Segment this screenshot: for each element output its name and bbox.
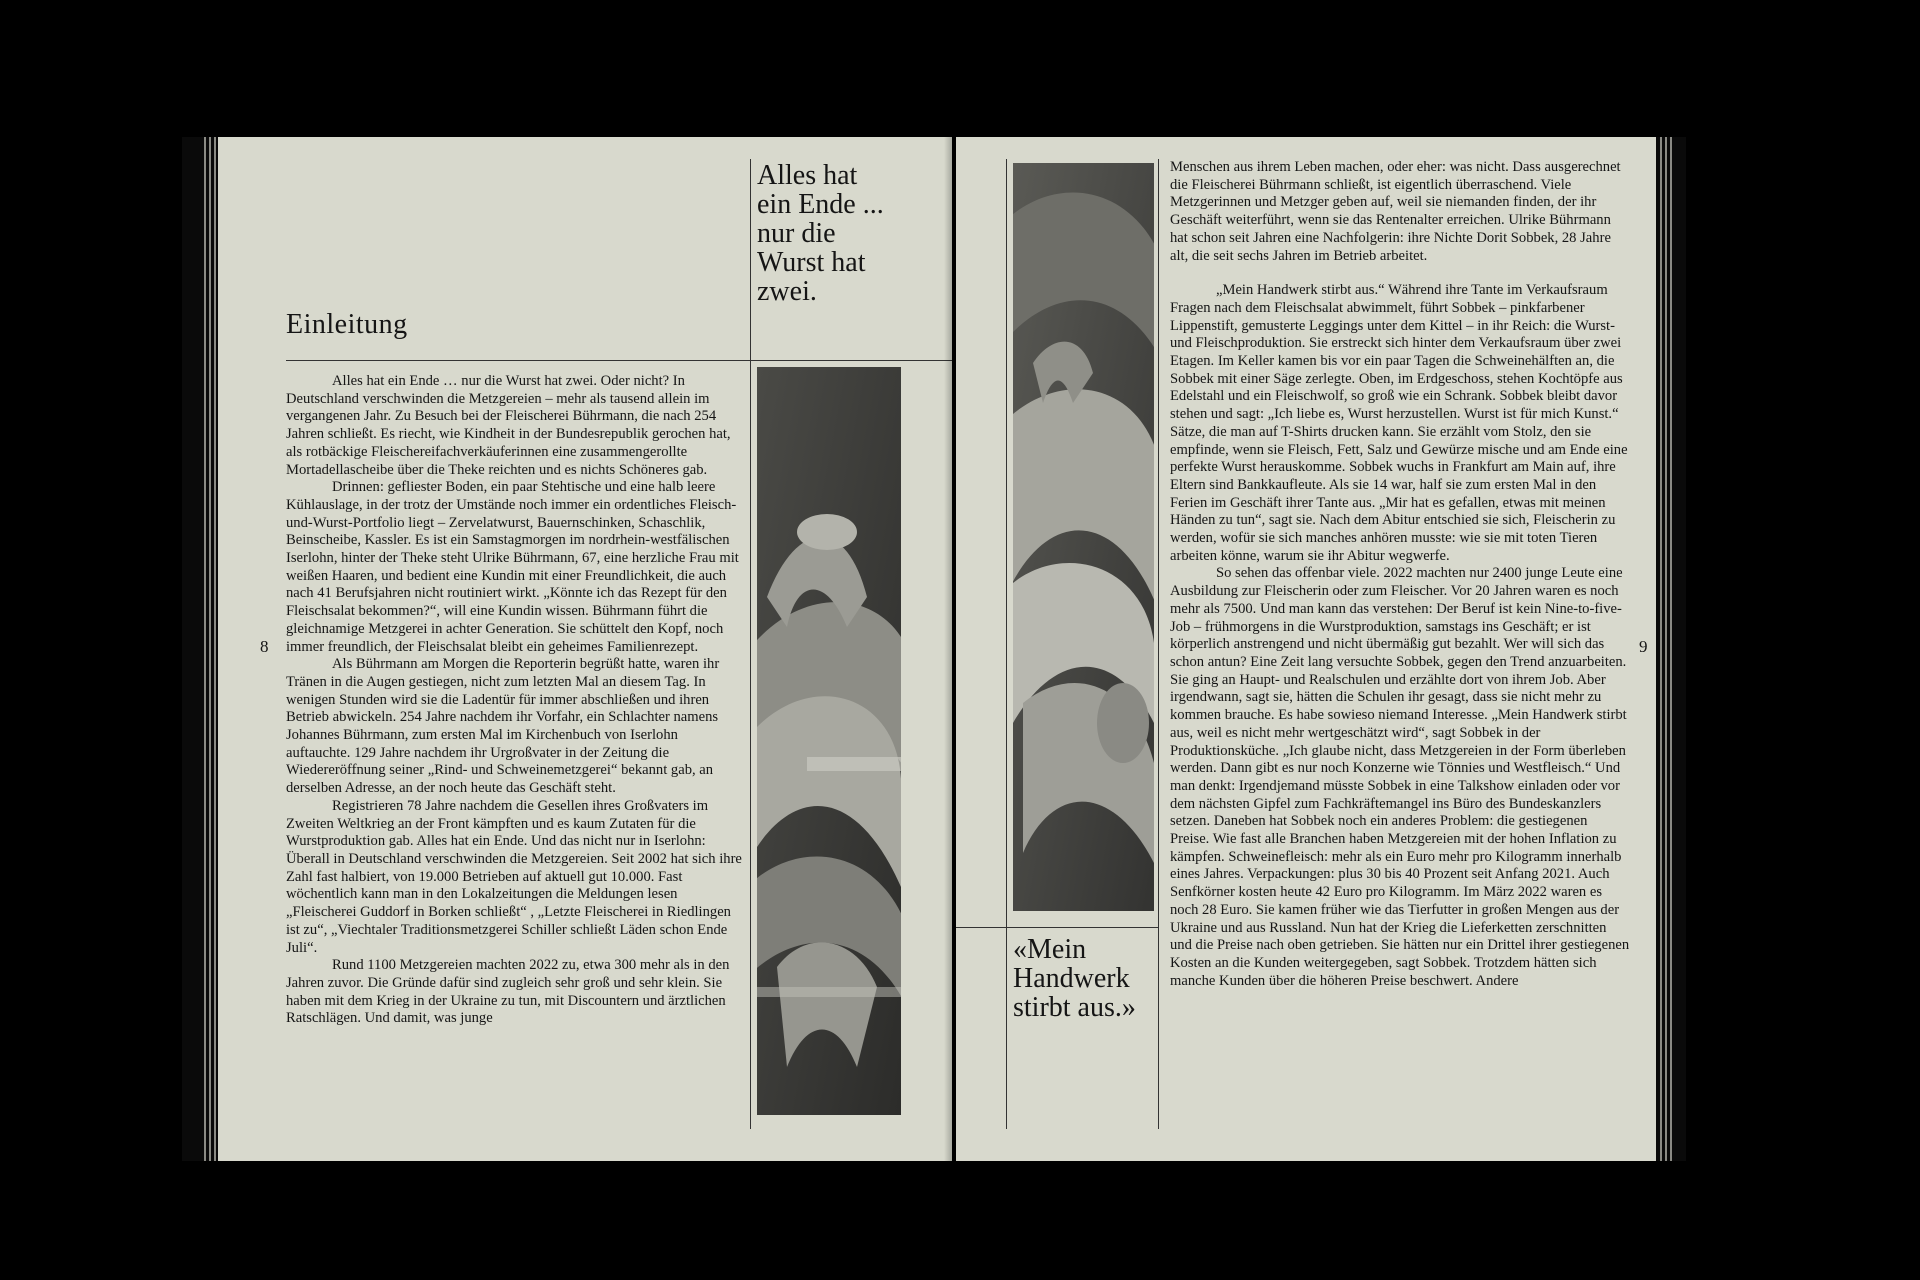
pull-quote-line: stirbt aus.»	[1013, 992, 1136, 1023]
paragraph: Drinnen: gefliester Boden, ein paar Stehtische und eine halb leere Kühlauslage, in der trotz der Umstände noch immer ein ordentliches Fleisch-und-Wurst-Portfolio liegt – Zervelatwurst, Bauernschinken, Schaschlik, Beinscheibe, Kassler. Es ist ein Samstagmorgen im nordrhein-westfälischen Iserlohn, hinter der Theke steht Ulrike Bührmann, 67, eine herzliche Frau mit weißen Haaren, und bedient eine Kundin mit einer Freundlichkeit, die auch nach 41 Berufsjahren nicht routiniert wirkt. „Könnte ich das Rezept für den Fleischsalat bekommen?“, will eine Kundin wissen. Bührmann führt die gleichnamige Metzgerei in achter Generation. Sie schüttelt den Kopf, noch immer freundlich, der Fleischsalat bleibt ein geheimes Familienrezept.	[286, 479, 739, 655]
page-number-left: 8	[260, 637, 269, 656]
left-page	[218, 137, 952, 1161]
pull-quote-top	[757, 161, 884, 306]
quote-rule	[956, 927, 1158, 928]
paragraph: So sehen das offenbar viele. 2022 machten nur 2400 junge Leute eine Ausbildung zur Fleischerin oder zum Fleischer. Vor 20 Jahren waren es noch mehr als 7500. Und man kann das verstehen: Der Beruf ist kein Nine-to-five-Job – frühmorgens in die Wurstproduktion, samstags ins Geschäft; er ist körperlich anstrengend und nicht übermäßig gut bezahlt. Wer will sich das schon antun? Eine Zeit lang versuchte Sobbek, gegen den Trend anzuarbeiten. Sie ging an Haupt- und Realschulen und erzählte dort von ihrem Job. Aber irgendwann, sagt sie, hätten die Schulen ihr gesagt, dass sie nicht mehr zu kommen brauche. Es habe sowieso niemand Interesse. „Mein Handwerk stirbt aus, weil es nicht mehr wertgeschätzt wird“, sagt Sobbek in der Produktionsküche. „Ich glaube nicht, dass Metzgereien in der Form überleben werden. Dann gibt es nur noch Konzerne wie Tönnies und Westfleisch.“ Und man denkt: Irgendjemand müsste Sobbek in eine Talkshow einladen oder vor dem nächsten Gipfel zum Fachkräftemangel ins Büro des Bundeskanzlers setzen. Daneben hat Sobbek noch ein anderes Problem: die gestiegenen Preise. Wie fast alle Branchen haben Metzgereien mit der hohen Inflation zu kämpfen. Schweinefleisch: mehr als ein Euro mehr pro Kilogramm innerhalb eines Jahres. Verpackungen: plus 30 bis 40 Prozent seit Anfang 2021. Auch Senfkörner kosten heute 42 Euro pro Kilogramm. Im März 2022 waren es noch 28 Euro. Sie kamen früher wie das Tierfutter in großen Mengen aus der Ukraine und aus Russland. Nun hat der Krieg die Lieferketten zerschnitten und die Preise nach oben getrieben. Sie hätten nur ein Drittel ihrer gestiegenen Kosten an die Kunden weitergegeben, sagt Sobbek. Trotzdem hätten sich manche Kunden über die höheren Preise beschwert. Andere	[1170, 565, 1630, 989]
paragraph: Als Bührmann am Morgen die Reporterin begrüßt hatte, waren ihr Tränen in die Augen gestiegen, nicht zum letzten Mal an diesem Tag. In wenigen Stunden wird sie die Ladentür für immer abschließen und ihren Betrieb abwickeln. 254 Jahre nachdem ihr Vorfahr, ein Schlachter namens Johannes Bührmann, zum ersten Mal im Kirchenbuch von Iserlohn auftauchte. 129 Jahre nachdem ihr Urgroßvater in der Zeitung die Wiedereröffnung seiner „Rind- und Schweinemetzgerei“ bekannt gab, an derselben Adresse, an der noch heute das Geschäft steht.	[286, 656, 720, 797]
paragraph: Alles hat ein Ende … nur die Wurst hat zwei. Oder nicht? In Deutschland verschwinden die Metzgereien – mehr als tausend allein im vergangenen Jahr. Zu Besuch bei der Fleischerei Bührmann, die nach 254 Jahren schließt. Es riecht, wie Kindheit in der Bundesrepublik gerochen hat, als rotbäckige Fleischereifachverkäuferinnen eine zusammengerollte Mortadellascheibe über die Theke reichten und es nichts Schöneres gab.	[286, 373, 731, 478]
pull-quote-line: ein Ende ...	[757, 189, 884, 220]
column-rule	[1006, 159, 1007, 1129]
pull-quote-line: «Mein	[1013, 934, 1087, 965]
header-rule	[286, 360, 952, 361]
section-title: Einleitung	[286, 309, 408, 340]
article-column-left	[286, 373, 743, 1123]
book-edge-left	[182, 137, 218, 1161]
article-column-right	[1170, 159, 1630, 1129]
pull-quote-line: nur die	[757, 218, 836, 249]
column-rule	[750, 159, 751, 1129]
paragraph: Rund 1100 Metzgereien machten 2022 zu, etwa 300 mehr als in den Jahren zuvor. Die Gründe dafür sind zugleich sehr groß und sehr klein. Sie haben mit dem Krieg in der Ukraine zu tun, mit Discountern und ärztlichen Ratschlägen. Und damit, was junge	[286, 957, 730, 1027]
sausage-photo-left	[757, 367, 901, 1115]
pull-quote-line: Wurst hat	[757, 247, 866, 278]
pull-quote-line: zwei.	[757, 276, 817, 307]
pull-quote-bottom	[1013, 935, 1136, 1022]
pull-quote-line: Alles hat	[757, 160, 858, 191]
page-number-right: 9	[1639, 637, 1648, 656]
paragraph: Registrieren 78 Jahre nachdem die Gesellen ihres Großvaters im Zweiten Weltkrieg an der Front kämpften und es kaum Zutaten für die Wurstproduktion gab. Alles hat ein Ende. Und das nicht nur in Iserlohn: Überall in Deutschland verschwinden die Metzgereien. Seit 2002 hat sich ihre Zahl fast halbiert, von 19.000 Betrieben auf aktuell gut 10.000. Fast wöchentlich kann man in den Lokalzeitungen die Meldungen lesen „Fleischerei Guddorf in Borken schließt“ , „Letzte Fleischerei in Riedlingen ist zu“, „Viechtaler Traditionsmetzgerei Schiller schließt Läden schon Ende Juli“.	[286, 797, 742, 956]
pull-quote-line: Handwerk	[1013, 963, 1130, 994]
paragraph: Menschen aus ihrem Leben machen, oder eher: was nicht. Dass ausgerechnet die Fleischerei Bührmann schließt, ist eigentlich überraschend. Viele Metzgerinnen und Metzger geben auf, weil sie niemanden finden, der ihr Geschäft weiterführt, wenn sie das Rentenalter erreichen. Ulrike Bührmann hat schon seit Jahren eine Nachfolgerin: ihre Nichte Dorit Sobbek, 28 Jahre alt, die seit sechs Jahren im Betrieb arbeitet.	[1170, 159, 1621, 264]
column-rule	[1158, 159, 1159, 1129]
right-page	[956, 137, 1656, 1161]
book-edge-right	[1656, 137, 1686, 1161]
sausage-photo-right	[1013, 163, 1154, 911]
paragraph: „Mein Handwerk stirbt aus.“ Während ihre Tante im Verkaufsraum Fragen nach dem Fleischsalat abwimmelt, führt Sobbek – pinkfarbener Lippenstift, gemusterte Leggings unter dem Kittel – in ihr Reich: die Wurst- und Fleischproduktion. Sie erstreckt sich hinter dem Verkaufsraum über zwei Etagen. Im Keller kamen bis vor ein paar Tagen die Schweinehälften an, die Sobbek mit einer Säge zerlegte. Oben, im Erdgeschoss, stehen Kochtöpfe aus Edelstahl und ein Fleischwolf, so groß wie ein Schrank. Sobbek bleibt davor stehen und sagt: „Ich liebe es, Wurst herzustellen. Wurst ist für mich Kunst.“ Sätze, die man auf T-Shirts drucken kann. Sie erzählt vom Stolz, den sie empfinde, wenn sie Fleisch, Fett, Salz und Gewürze mische und am Ende eine perfekte Wurst herauskomme. Sobbek wuchs in Frankfurt am Main auf, ihre Eltern sind Bankkaufleute. Als sie 14 war, half sie zum ersten Mal in den Ferien im Geschäft ihrer Tante aus. „Mir hat es gefallen, etwas mit meinen Händen zu tun“, sagt sie. Nach dem Abitur entschied sie sich, Fleischerin zu werden, wofür sie sich manches anhören musste: wie sie mit toten Tieren arbeiten könne, warum sie ihr Abitur wegwerfe.	[1170, 282, 1628, 564]
